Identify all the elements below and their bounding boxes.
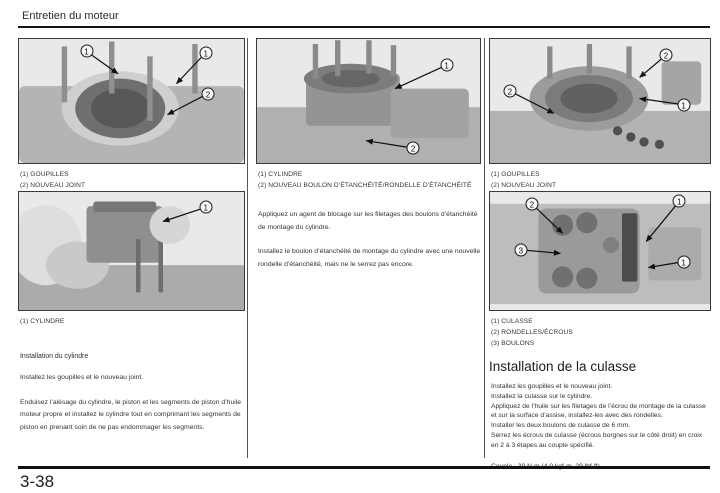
column-divider (484, 38, 485, 458)
callout-number-2: 2 (503, 85, 516, 98)
figure-captions (20, 316, 245, 327)
figure-captions (491, 169, 711, 191)
callout-number-1: 1 (677, 98, 690, 111)
callout-number-2: 2 (202, 87, 215, 100)
column-middle (256, 38, 481, 271)
photo-cylinder-on-crankcase (256, 38, 481, 164)
column-right (489, 38, 711, 470)
footer-rule (18, 466, 710, 469)
column-left (18, 38, 245, 434)
callout-number-2: 2 (660, 49, 673, 62)
page-header-title: Entretien du moteur (22, 10, 119, 22)
figure-caption: (3) BOULONS (491, 340, 535, 347)
callout-number-3: 3 (514, 243, 527, 256)
heading-installation-culasse: Installation de la culasse (489, 359, 637, 374)
column-left-body (18, 372, 245, 434)
figure-caption: (2) NOUVEAU JOINT (20, 182, 86, 189)
figure-caption: (1) GOUPILLES (491, 171, 540, 178)
figure-captions (258, 169, 481, 191)
column-middle-body (256, 209, 481, 271)
column-right-steps (489, 382, 711, 451)
paragraph: Appliquez un agent de blocage sur les filetages des boulons d’étanchéité de montage du cylindre. (258, 211, 478, 231)
header-rule (18, 26, 710, 28)
step: Installez les goupilles et le nouveau joint. (491, 383, 613, 390)
callout-number-2: 2 (407, 142, 420, 155)
figure-captions (20, 169, 245, 191)
figure-caption: (2) NOUVEAU BOULON D’ÉTANCHÉITÉ/RONDELLE D’ÉTANCHÉITÉ (258, 182, 472, 189)
step: Serrez les écrous de culasse (écrous borgnes sur le côté droit) en croix en 2 à 3 étapes au couple spécifié. (491, 431, 703, 449)
callout-number-1: 1 (673, 195, 686, 208)
subheading-installation-cylindre: Installation du cylindre (20, 353, 89, 360)
callout-number-1: 1 (199, 201, 212, 214)
paragraph: Installez le boulon d’étanchéité de montage du cylindre avec une nouvelle rondelle d’étanchéité, mais ne le serrez pas encore. (258, 248, 481, 268)
photo-cylinder-install-hands (18, 191, 245, 311)
figure-captions (491, 316, 711, 349)
figure-caption: (2) NOUVEAU JOINT (491, 182, 557, 189)
callout-number-1: 1 (80, 45, 93, 58)
photo-cylinder-head-top (489, 191, 711, 311)
column-divider (247, 38, 248, 458)
figure-caption: (1) GOUPILLES (20, 171, 69, 178)
callout-number-1: 1 (199, 46, 212, 59)
figure-caption: (1) CYLINDRE (258, 171, 303, 178)
page-number: 3-38 (20, 472, 55, 491)
step: Appliquez de l’huile sur les filetages de l’écrou de montage de la culasse et sur la surface d’assise, installez-les avec des rondelles. (491, 402, 706, 420)
step: Installer les deux boulons de culasse de 6 mm. (491, 422, 631, 430)
callout-number-1: 1 (440, 59, 453, 72)
callout-number-1: 1 (677, 255, 690, 268)
paragraph: Enduisez l’alésage du cylindre, le piston et les segments de piston d’huile moteur propre et installez le cylindre tout en comprimant les segments de piston en prenant soin de ne pas endommager les segments. (20, 398, 242, 431)
photo-cylinder-gasket-camchain (489, 38, 711, 164)
paragraph: Installez les goupilles et le nouveau joint. (20, 374, 144, 381)
figure-caption: (1) CULASSE (491, 318, 533, 325)
figure-caption: (1) CYLINDRE (20, 318, 65, 325)
figure-caption: (2) RONDELLES/ÉCROUS (491, 329, 573, 336)
callout-number-2: 2 (525, 197, 538, 210)
photo-crankcase-dowels (18, 38, 245, 164)
step: Installez la culasse sur le cylindre. (491, 392, 593, 400)
